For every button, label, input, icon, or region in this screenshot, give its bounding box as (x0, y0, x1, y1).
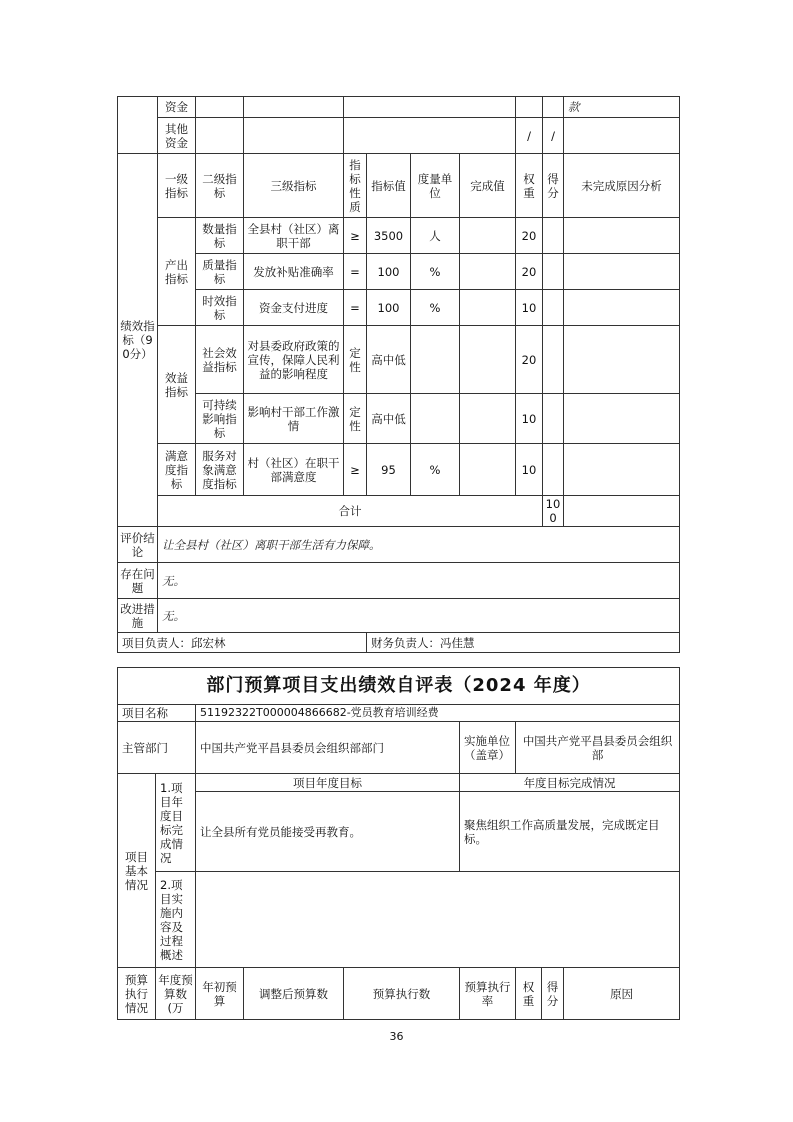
dept-value: 中国共产党平昌县委员会组织部部门 (196, 722, 460, 774)
row-unit: % (411, 254, 460, 290)
exec-initial: 年初预算 (196, 968, 244, 1020)
group-benefit: 效益指标 (158, 326, 196, 444)
finance-leader: 财务负责人：冯佳慧 (367, 633, 680, 653)
exec-weight: 权重 (516, 968, 542, 1020)
goal-completion-label: 1.项目年度目标完成情况 (156, 774, 196, 872)
row-weight: 10 (516, 394, 543, 444)
funds-note: 款 (564, 97, 680, 118)
problems-label: 存在问题 (118, 563, 158, 599)
row-unit (411, 394, 460, 444)
row-op: ≥ (344, 218, 367, 254)
problems-text: 无。 (158, 563, 680, 599)
impl-summary-label: 2.项目实施内容及过程概述 (156, 872, 196, 968)
performance-table (117, 96, 680, 653)
exec-label: 预算执行情况 (118, 968, 156, 1020)
goal-text: 让全县所有党员能接受再教育。 (196, 792, 460, 872)
row-value: 高中低 (367, 326, 411, 394)
perf-label: 绩效指标（90分） (118, 154, 158, 527)
exec-reason: 原因 (564, 968, 680, 1020)
row-value: 100 (367, 254, 411, 290)
project-name-label: 项目名称 (118, 705, 196, 722)
slash-cell: / (543, 118, 564, 154)
row-weight: 20 (516, 326, 543, 394)
header-reason: 未完成原因分析 (564, 154, 680, 218)
row-lvl2: 数量指标 (196, 218, 244, 254)
row-op: = (344, 290, 367, 326)
measures-text: 无。 (158, 599, 680, 633)
result-text: 聚焦组织工作高质量发展，完成既定目标。 (460, 792, 680, 872)
row-op: 定性 (344, 326, 367, 394)
header-weight: 权重 (516, 154, 543, 218)
row-lvl2: 可持续影响指标 (196, 394, 244, 444)
group-satisfaction: 满意度指标 (158, 444, 196, 496)
goal-header: 项目年度目标 (196, 774, 460, 792)
row-weight: 10 (516, 290, 543, 326)
exec-year-budget: 年度预算数(万 (156, 968, 196, 1020)
row-lvl3: 发放补贴准确率 (244, 254, 344, 290)
page-number: 36 (389, 1030, 404, 1043)
header-lvl1: 一级指标 (158, 154, 196, 218)
row-lvl3: 影响村干部工作激情 (244, 394, 344, 444)
basic-info-label: 项目基本情况 (118, 774, 156, 968)
row-weight: 20 (516, 254, 543, 290)
header-nature: 指标性质 (344, 154, 367, 218)
exec-rate: 预算执行率 (460, 968, 516, 1020)
row-lvl3: 全县村（社区）离职干部 (244, 218, 344, 254)
dept-label: 主管部门 (118, 722, 196, 774)
row-weight: 20 (516, 218, 543, 254)
row-value: 高中低 (367, 394, 411, 444)
row-value: 3500 (367, 218, 411, 254)
exec-score: 得分 (542, 968, 564, 1020)
form-title: 部门预算项目支出绩效自评表（2024 年度） (118, 668, 680, 705)
header-lvl2: 二级指标 (196, 154, 244, 218)
row-unit: % (411, 290, 460, 326)
total-weight: 100 (543, 496, 564, 527)
row-unit (411, 326, 460, 394)
row-lvl2: 服务对象满意度指标 (196, 444, 244, 496)
header-score: 得分 (543, 154, 564, 218)
other-funds-label: 其他资金 (158, 118, 196, 154)
project-name: 51192322T000004866682-党员教育培训经费 (196, 705, 680, 722)
row-value: 100 (367, 290, 411, 326)
conclusion-text: 让全县村（社区）离职干部生活有力保障。 (158, 527, 680, 563)
project-leader: 项目负责人：邱宏林 (118, 633, 367, 653)
row-value: 95 (367, 444, 411, 496)
row-lvl2: 质量指标 (196, 254, 244, 290)
row-lvl3: 村（社区）在职干部满意度 (244, 444, 344, 496)
row-unit: 人 (411, 218, 460, 254)
row-lvl2: 社会效益指标 (196, 326, 244, 394)
row-lvl3: 对县委政府政策的宣传，保障人民利益的影响程度 (244, 326, 344, 394)
group-output: 产出指标 (158, 218, 196, 326)
row-lvl3: 资金支付进度 (244, 290, 344, 326)
funds-label: 资金 (158, 97, 196, 118)
row-lvl2: 时效指标 (196, 290, 244, 326)
self-eval-table (117, 667, 680, 1020)
row-op: 定性 (344, 394, 367, 444)
row-op: = (344, 254, 367, 290)
exec-executed: 预算执行数 (344, 968, 460, 1020)
header-lvl3: 三级指标 (244, 154, 344, 218)
row-unit: % (411, 444, 460, 496)
measures-label: 改进措施 (118, 599, 158, 633)
conclusion-label: 评价结论 (118, 527, 158, 563)
row-op: ≥ (344, 444, 367, 496)
exec-adjusted: 调整后预算数 (244, 968, 344, 1020)
header-unit: 度量单位 (411, 154, 460, 218)
impl-unit-value: 中国共产党平昌县委员会组织部 (516, 722, 680, 774)
header-done: 完成值 (460, 154, 516, 218)
header-value: 指标值 (367, 154, 411, 218)
row-weight: 10 (516, 444, 543, 496)
slash-cell: / (516, 118, 543, 154)
impl-unit-label: 实施单位（盖章） (460, 722, 516, 774)
total-label: 合计 (158, 496, 543, 527)
result-header: 年度目标完成情况 (460, 774, 680, 792)
